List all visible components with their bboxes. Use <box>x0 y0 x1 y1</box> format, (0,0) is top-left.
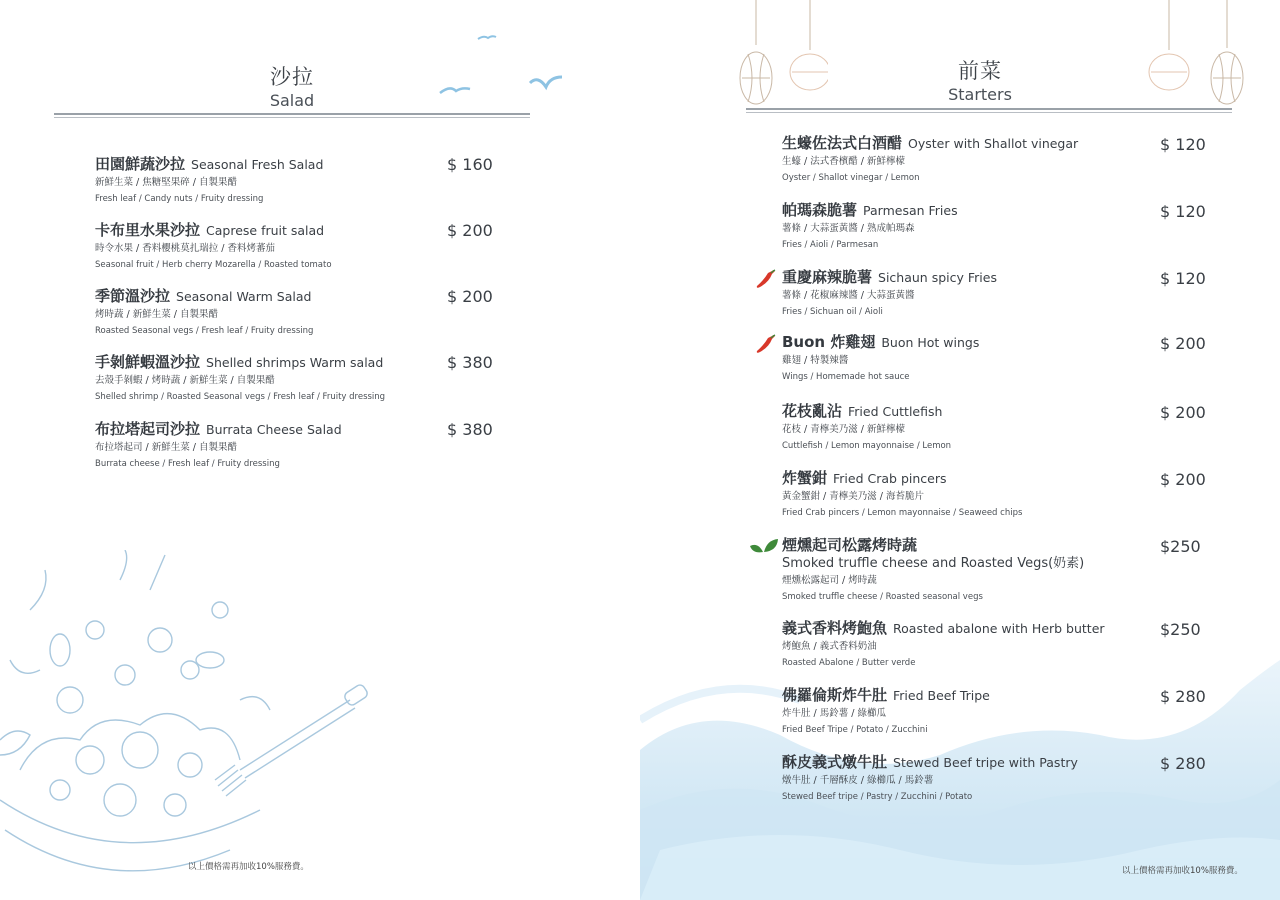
starter-menu-item <box>782 200 958 253</box>
item-price: $ 380 <box>447 353 493 372</box>
item-name-en: Fried Crab pincers <box>833 471 947 486</box>
item-desc-en: Roasted Abalone / Butter verde <box>782 658 916 668</box>
item-name-zh: 花枝亂沾 <box>782 402 843 420</box>
item-desc-en: Burrata cheese / Fresh leaf / Fruity dressing <box>95 459 280 469</box>
item-name-zh: 季節溫沙拉 <box>95 287 171 305</box>
item-desc-zh: 布拉塔起司 / 新鮮生菜 / 自製果醋 <box>95 442 237 453</box>
salad-bowl-illustration <box>0 550 380 900</box>
salad-menu-item <box>95 419 342 472</box>
item-desc-en: Fries / Aioli / Parmesan <box>782 240 879 250</box>
item-price: $ 200 <box>447 287 493 306</box>
starters-section-title <box>930 58 1030 106</box>
item-desc-en: Fries / Sichuan oil / Aioli <box>782 307 883 317</box>
item-desc-en: Roasted Seasonal vegs / Fresh leaf / Fruity dressing <box>95 326 314 336</box>
starter-menu-item <box>782 332 979 385</box>
item-name-en: Caprese fruit salad <box>206 223 325 238</box>
salad-title-zh: 沙拉 <box>270 65 314 89</box>
item-name <box>782 535 1084 555</box>
item-desc-zh: 新鮮生菜 / 焦糖堅果碎 / 自製果醋 <box>95 177 237 188</box>
item-name-zh: 義式香料烤鮑魚 <box>782 619 888 637</box>
starters-title-en: Starters <box>948 85 1012 104</box>
item-desc-zh: 燉牛肚 / 千層酥皮 / 綠櫛瓜 / 馬鈴薯 <box>782 775 934 786</box>
starters-service-charge-note: 以上價格需再加收10%服務費。 <box>1122 866 1243 876</box>
starter-menu-item <box>782 618 1105 671</box>
item-name-zh: 酥皮義式燉牛肚 <box>782 753 888 771</box>
item-desc-zh: 花枝 / 青檸美乃滋 / 新鮮檸檬 <box>782 424 905 435</box>
item-desc-zh: 薯條 / 花椒麻辣醬 / 大蒜蛋黃醬 <box>782 290 915 301</box>
item-desc-en: Stewed Beef tripe / Pastry / Zucchini / Potato <box>782 792 973 802</box>
starters-title-rule-thin <box>746 112 1232 113</box>
item-desc-en: Shelled shrimp / Roasted Seasonal vegs / Fresh leaf / Fruity dressing <box>95 392 386 402</box>
item-name <box>782 752 1078 773</box>
item-price: $250 <box>1160 620 1201 639</box>
item-name-en: Smoked truffle cheese and Roasted Vegs(奶素) <box>782 556 1085 571</box>
item-price: $ 380 <box>447 420 493 439</box>
item-desc-zh: 去殼手剝蝦 / 烤時蔬 / 新鮮生菜 / 自製果醋 <box>95 375 275 386</box>
item-price: $ 160 <box>447 155 493 174</box>
item-desc-en: Oyster / Shallot vinegar / Lemon <box>782 173 920 183</box>
starter-menu-item <box>782 685 990 738</box>
item-name <box>782 200 958 221</box>
item-name-zh: 炸蟹鉗 <box>782 469 828 487</box>
chili-pepper-icon <box>754 333 776 355</box>
item-price: $ 120 <box>1160 202 1206 221</box>
item-desc-en: Wings / Homemade hot sauce <box>782 372 910 382</box>
item-name <box>782 468 1022 489</box>
seagulls-illustration <box>430 25 570 105</box>
salad-menu-item <box>95 352 385 405</box>
item-desc-zh: 薯條 / 大蒜蛋黃醬 / 熟成帕瑪森 <box>782 223 915 234</box>
item-desc-en: Fried Beef Tripe / Potato / Zucchini <box>782 725 928 735</box>
item-name-en: Parmesan Fries <box>863 203 958 218</box>
item-price: $ 280 <box>1160 687 1206 706</box>
item-name-en: Burrata Cheese Salad <box>206 422 342 437</box>
item-name <box>782 401 951 422</box>
item-name-en: Buon Hot wings <box>881 335 980 350</box>
item-desc-zh: 雞翅 / 特製辣醬 <box>782 355 849 366</box>
item-name-en: Sichaun spicy Fries <box>878 270 997 285</box>
item-name <box>95 154 323 175</box>
chili-pepper-icon <box>754 268 776 290</box>
hanging-lanterns-left <box>738 0 828 110</box>
item-name-zh: 重慶麻辣脆薯 <box>782 268 873 286</box>
item-desc-zh: 黃金蟹鉗 / 青檸美乃滋 / 海苔脆片 <box>782 491 924 502</box>
item-name-en: Seasonal Fresh Salad <box>191 157 324 172</box>
item-price: $ 200 <box>1160 403 1206 422</box>
item-name <box>782 685 990 706</box>
starter-menu-item <box>782 752 1078 805</box>
item-desc-en: Smoked truffle cheese / Roasted seasonal vegs <box>782 592 983 602</box>
item-name <box>95 352 385 373</box>
item-name <box>95 220 332 241</box>
item-name <box>782 133 1078 154</box>
item-desc-en: Cuttlefish / Lemon mayonnaise / Lemon <box>782 441 952 451</box>
item-price: $ 120 <box>1160 135 1206 154</box>
item-name <box>782 332 979 353</box>
item-name-en: Stewed Beef tripe with Pastry <box>893 755 1078 770</box>
starter-menu-item <box>782 401 951 454</box>
starter-menu-item <box>782 267 997 320</box>
item-name-zh: 帕瑪森脆薯 <box>782 201 858 219</box>
item-name-zh: 卡布里水果沙拉 <box>95 221 201 239</box>
salad-menu-item <box>95 286 313 339</box>
item-desc-zh: 烤時蔬 / 新鮮生菜 / 自製果醋 <box>95 309 218 320</box>
item-name-en: Seasonal Warm Salad <box>176 289 312 304</box>
leaf-icon <box>749 536 779 558</box>
item-desc-zh: 時令水果 / 香料櫻桃莫扎瑞拉 / 香料烤蕃茄 <box>95 243 275 254</box>
item-name-en: Fried Cuttlefish <box>848 404 943 419</box>
item-price: $ 200 <box>1160 470 1206 489</box>
item-name-zh: 煙燻起司松露烤時蔬 <box>782 536 918 554</box>
item-name <box>782 618 1105 639</box>
starters-title-zh: 前菜 <box>958 59 1002 83</box>
item-price: $250 <box>1160 537 1201 556</box>
item-name <box>782 267 997 288</box>
starters-title-rule <box>746 108 1232 110</box>
item-name-en: Oyster with Shallot vinegar <box>908 136 1079 151</box>
item-name-en: Shelled shrimps Warm salad <box>206 355 384 370</box>
item-name-zh: 佛羅倫斯炸牛肚 <box>782 686 888 704</box>
salad-menu-item <box>95 220 332 273</box>
item-desc-zh: 炸牛肚 / 馬鈴薯 / 綠櫛瓜 <box>782 708 886 719</box>
item-desc-zh: 烤鮑魚 / 義式香料奶油 <box>782 641 877 652</box>
item-desc-en: Fresh leaf / Candy nuts / Fruity dressing <box>95 194 264 204</box>
starter-menu-item <box>782 535 1084 605</box>
hanging-lanterns-right <box>1145 0 1255 110</box>
item-desc-zh: 生蠔 / 法式香檳醋 / 新鮮檸檬 <box>782 156 905 167</box>
starters-page <box>640 0 1280 900</box>
item-price: $ 200 <box>1160 334 1206 353</box>
item-desc-en: Fried Crab pincers / Lemon mayonnaise / Seaweed chips <box>782 508 1023 518</box>
item-price: $ 200 <box>447 221 493 240</box>
item-desc-en: Seasonal fruit / Herb cherry Mozarella / Roasted tomato <box>95 260 332 270</box>
item-name-zh: 生蠔佐法式白酒醋 <box>782 134 903 152</box>
starter-menu-item <box>782 133 1078 186</box>
item-name-zh: 布拉塔起司沙拉 <box>95 420 201 438</box>
starter-menu-item <box>782 468 1022 521</box>
item-name-en: Fried Beef Tripe <box>893 688 990 703</box>
item-price: $ 120 <box>1160 269 1206 288</box>
salad-title-rule-thin <box>54 117 530 118</box>
salad-title-rule <box>54 113 530 115</box>
salad-title-en: Salad <box>269 91 315 110</box>
item-name <box>95 286 313 307</box>
salad-service-charge-note: 以上價格需再加收10%服務費。 <box>188 862 309 872</box>
item-name <box>95 419 342 440</box>
salad-menu-item <box>95 154 323 207</box>
salad-section-title <box>242 64 342 112</box>
item-name-en: Roasted abalone with Herb butter <box>893 621 1105 636</box>
item-name-zh: 田園鮮蔬沙拉 <box>95 155 186 173</box>
item-name-zh: 手剝鮮蝦溫沙拉 <box>95 353 201 371</box>
item-price: $ 280 <box>1160 754 1206 773</box>
item-name-zh: Buon 炸雞翅 <box>782 333 876 351</box>
item-desc-zh: 煙燻松露起司 / 烤時蔬 <box>782 575 877 586</box>
